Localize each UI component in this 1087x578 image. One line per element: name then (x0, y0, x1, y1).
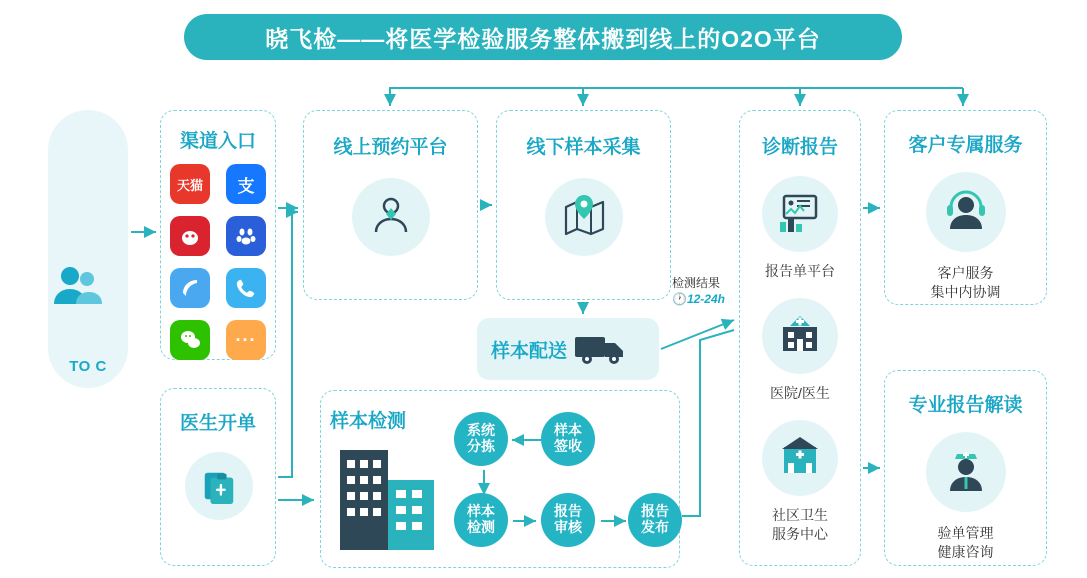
app-icon-baidu[interactable] (226, 216, 266, 256)
report-platform-bubble (762, 176, 838, 252)
sample-delivery-box (477, 318, 659, 380)
page-title: 晓飞检——将医学检验服务整体搬到线上的O2O平台 (265, 25, 821, 52)
app-icon-alipay[interactable]: 支 (226, 164, 266, 204)
panel-customer-service-title: 客户专属服务 (908, 135, 1023, 156)
toc-label: TO C (69, 358, 107, 375)
app-icon-more[interactable]: ··· (226, 320, 266, 360)
clipboard-plus-icon (200, 467, 238, 505)
offline-sampling-bubble (545, 178, 623, 256)
node-sample-test: 样本 检测 (454, 493, 508, 547)
lab-building-icon (332, 440, 442, 555)
clock-icon: 🕐 (672, 292, 687, 307)
jd-dog-icon (178, 224, 202, 248)
panel-diagnosis-report-title: 诊断报告 (761, 137, 838, 158)
latency-line2: 12-24h (686, 292, 725, 307)
page-title-banner (184, 14, 902, 60)
node-system-sorting: 系统 分拣 (454, 412, 508, 466)
latency-line1: 检测结果 (672, 276, 721, 290)
app-icon-jd[interactable] (170, 216, 210, 256)
report-screen-icon (776, 190, 824, 238)
community-clinic-bubble (762, 420, 838, 496)
community-clinic-caption: 社区卫生 服务中心 (772, 507, 828, 542)
customer-service-bubble (926, 172, 1006, 252)
app-icon-toutiao[interactable] (170, 268, 210, 308)
panel-sample-testing-title: 样本检测 (330, 411, 407, 432)
feather-icon (178, 276, 202, 300)
community-clinic-icon (777, 435, 823, 481)
hospital-icon (777, 313, 823, 359)
node-sample-receipt: 样本 签收 (541, 412, 595, 466)
wechat-icon (178, 328, 202, 352)
headset-agent-icon (941, 187, 991, 237)
hospital-caption: 医院/医生 (770, 385, 830, 401)
doctor-icon (941, 447, 991, 497)
doctor-order-bubble (185, 452, 253, 520)
truck-icon (573, 329, 629, 369)
panel-report-interpretation-title: 专业报告解读 (908, 395, 1023, 416)
report-interpretation-caption: 验单管理 健康咨询 (937, 525, 994, 560)
app-icon-grid (170, 164, 266, 360)
sample-delivery-label: 样本配送 (491, 340, 568, 362)
panel-online-booking-title: 线上预约平台 (333, 137, 448, 158)
user-group-icon (48, 260, 104, 316)
report-interpretation-bubble (926, 432, 1006, 512)
panel-offline-sampling-title: 线下样本采集 (526, 137, 641, 158)
hospital-bubble (762, 298, 838, 374)
customer-service-caption: 客户服务 集中内协调 (930, 265, 1001, 300)
app-icon-phone[interactable] (226, 268, 266, 308)
node-report-publish: 报告 发布 (628, 493, 682, 547)
report-platform-caption: 报告单平台 (765, 263, 835, 279)
person-checkin-icon (366, 192, 416, 242)
node-report-review: 报告 审核 (541, 493, 595, 547)
app-icon-tmall[interactable]: 天猫 (170, 164, 210, 204)
baidu-paw-icon (234, 224, 258, 248)
toc-block (48, 110, 128, 388)
app-icon-wechat[interactable] (170, 320, 210, 360)
latency-note (672, 275, 725, 307)
online-booking-bubble (352, 178, 430, 256)
panel-doctor-order-title: 医生开单 (179, 413, 256, 434)
phone-icon (235, 277, 257, 299)
map-pin-icon (558, 191, 610, 243)
panel-channel-entry-title: 渠道入口 (179, 131, 256, 152)
